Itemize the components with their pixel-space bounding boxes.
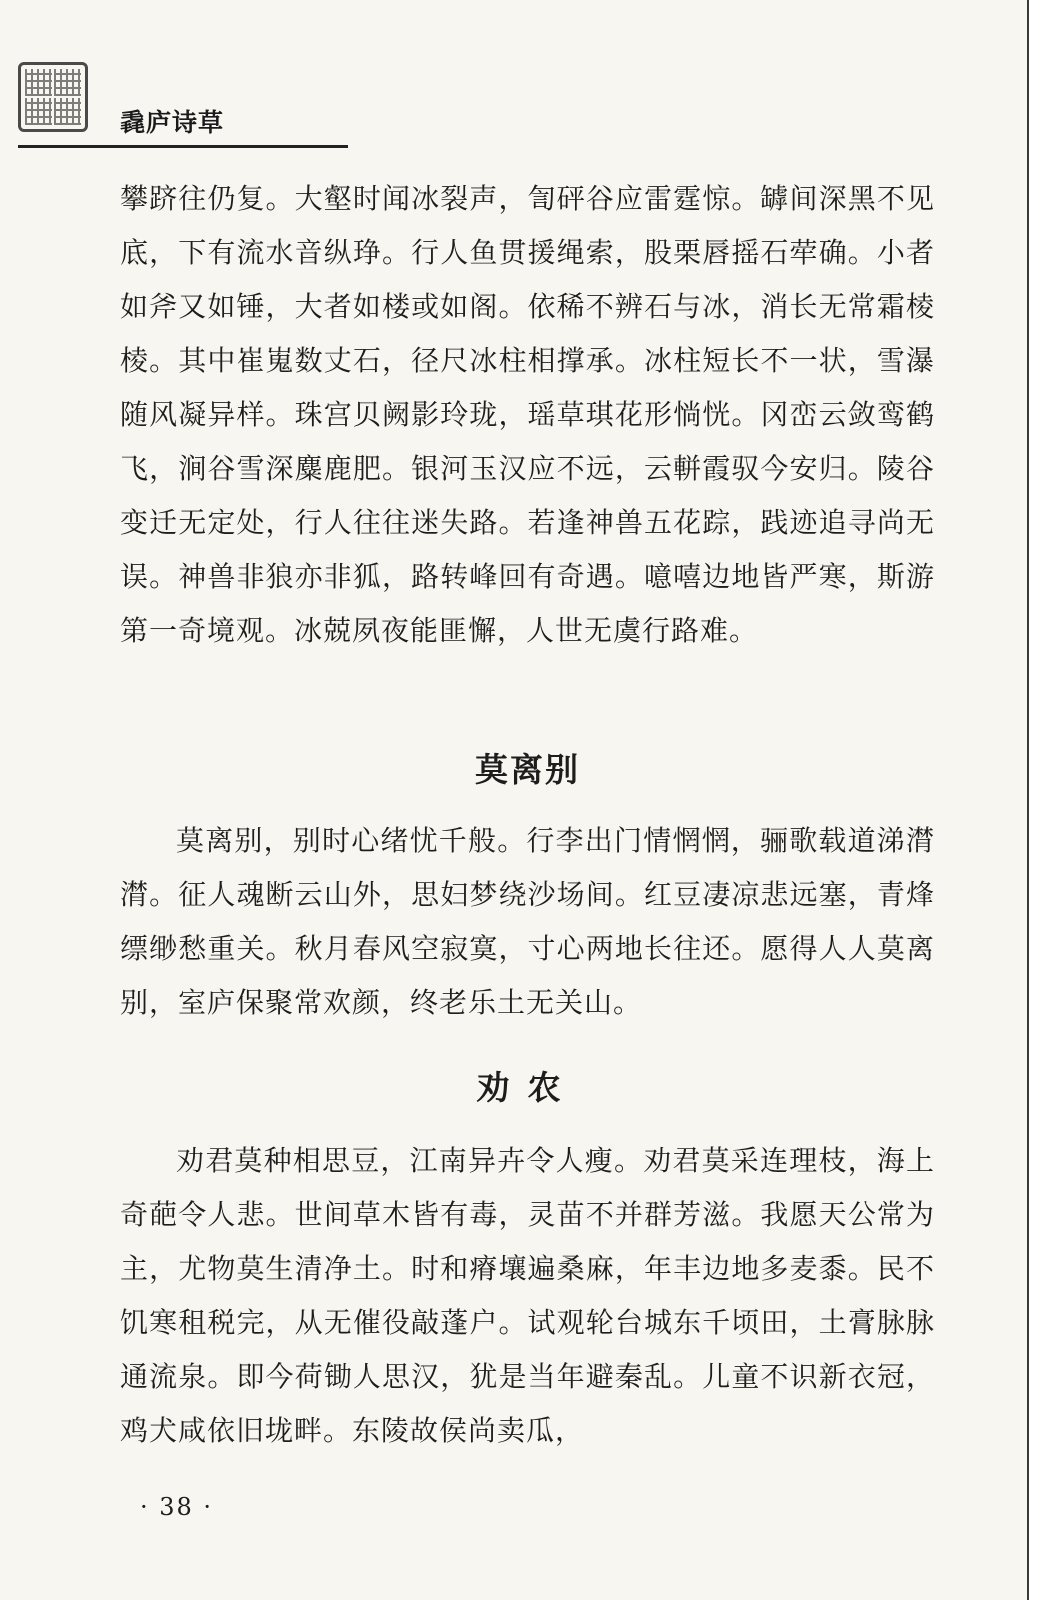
continued-poem-text: [120, 172, 935, 658]
page-edge-shadow: [1027, 0, 1051, 1600]
poem-paragraph: 莫离别，别时心绪忧千般。行李出门情惘惘，骊歌载道涕潸潸。征人魂断云山外，思妇梦绕沙场间。红豆凄凉悲远塞，青烽缥缈愁重关。秋月春风空寂寞，寸心两地长往还。愿得人人莫离别，室庐保聚常欢颜，终老乐土无关山。: [120, 824, 935, 1019]
seal-glyph-2: [54, 69, 81, 96]
seal-glyph-3: [25, 98, 52, 125]
page-number: · 38 ·: [140, 1493, 214, 1521]
seal-glyph-4: [54, 98, 81, 125]
poem-title-quan-nong: 劝农: [476, 1068, 579, 1107]
running-header-title: 毳庐诗草: [120, 108, 225, 137]
header-rule: [18, 145, 348, 148]
seal-stamp-icon: [18, 62, 88, 132]
poem-title-mo-li-bie: 莫离别: [475, 750, 580, 789]
poem-paragraph: 劝君莫种相思豆，江南异卉令人瘦。劝君莫采连理枝，海上奇葩令人悲。世间草木皆有毒，灵苗不并群芳滋。我愿天公常为主，尤物莫生清净土。时和瘠壤遍桑麻，年丰边地多麦黍。民不饥寒租税完，从无催役敲蓬户。试观轮台城东千顷田，土膏脉脉通流泉。即今荷锄人思汉，犹是当年避秦乱。儿童不识新衣冠，鸡犬咸依旧垅畔。东陵故侯尚卖瓜，: [120, 1144, 935, 1447]
poem-body-quan-nong: [120, 1134, 935, 1458]
seal-glyph-1: [25, 69, 52, 96]
continued-poem-paragraph: 攀跻往仍复。大壑时闻冰裂声，訇砰谷应雷霆惊。罅间深黑不见底，下有流水音纵琤。行人鱼贯援绳索，股栗唇摇石荦确。小者如斧又如锤，大者如楼或如阁。依稀不辨石与冰，消长无常霜棱棱。其中崔嵬数丈石，径尺冰柱相撑承。冰柱短长不一状，雪瀑随风凝异样。珠宫贝阙影玲珑，瑶草琪花形惝恍。冈峦云敛鸾鹤飞，涧谷雪深麋鹿肥。银河玉汉应不远，云軿霞驭今安归。陵谷变迁无定处，行人往往迷失路。若逢神兽五花踪，践迹追寻尚无误。神兽非狼亦非狐，路转峰回有奇遇。噫嘻边地皆严寒，斯游第一奇境观。冰兢夙夜能匪懈，人世无虞行路难。: [120, 182, 935, 647]
poem-body-mo-li-bie: [120, 814, 935, 1030]
